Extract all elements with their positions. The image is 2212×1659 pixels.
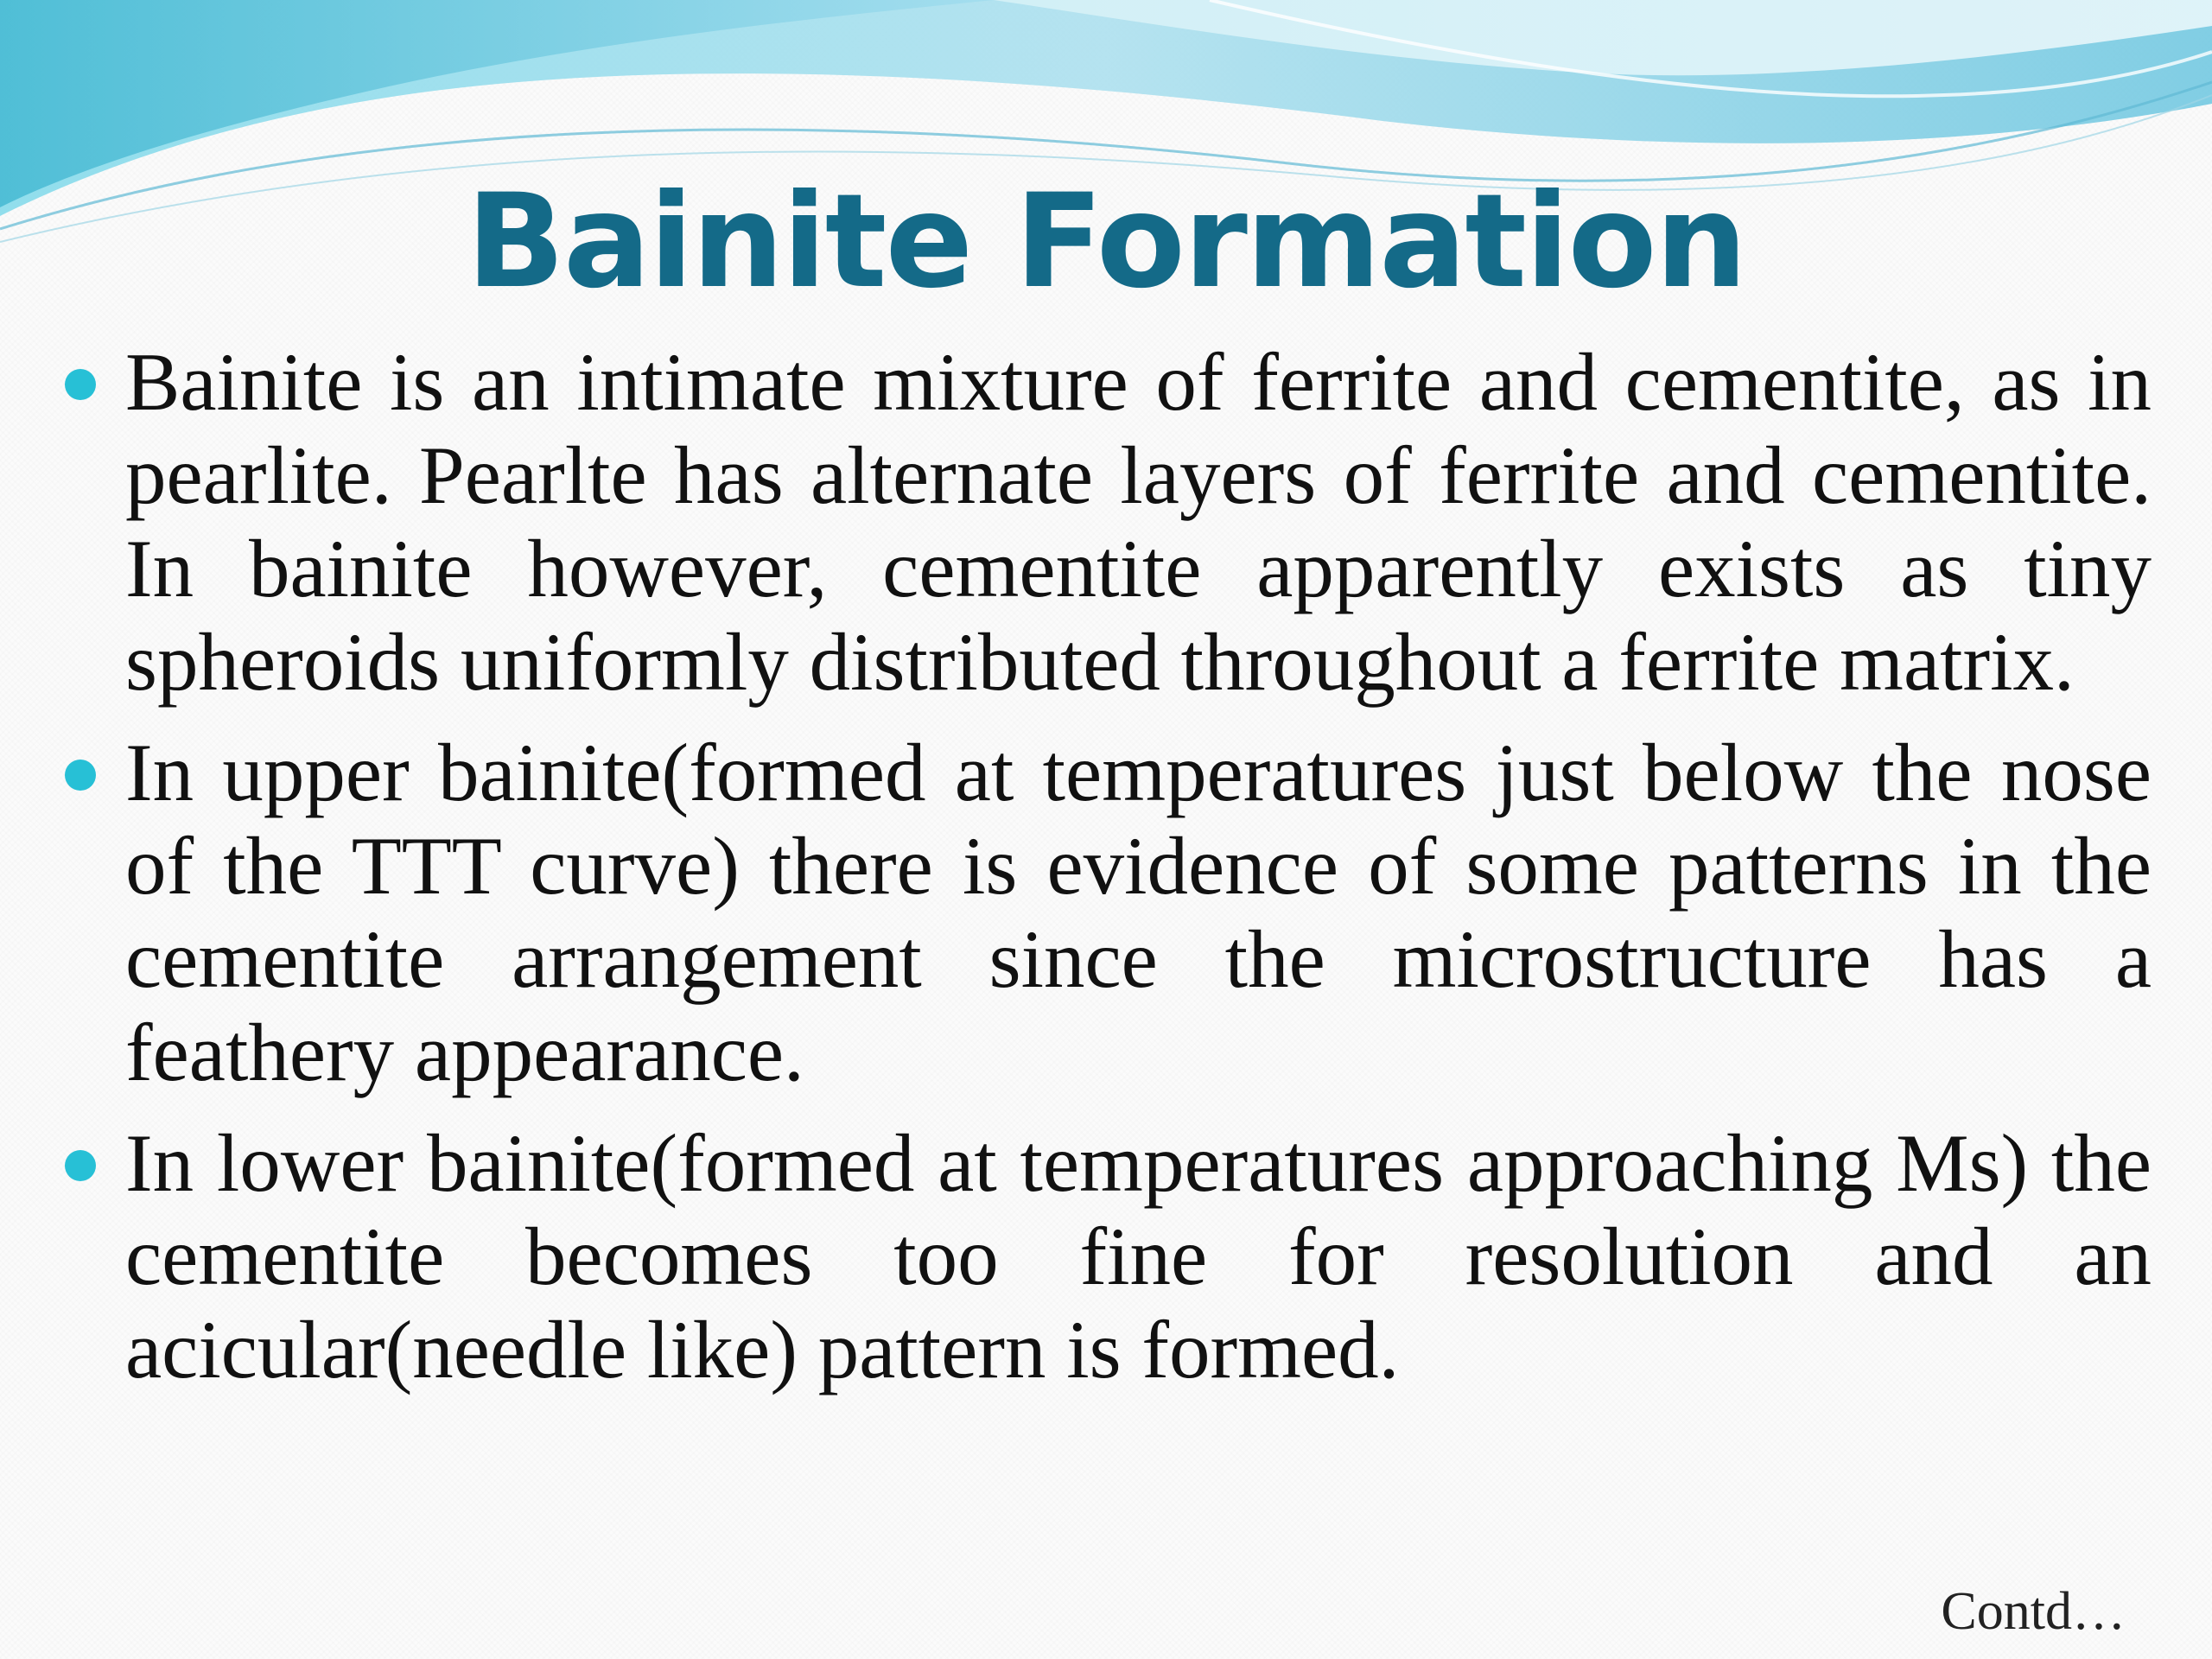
bullet-marker-icon: [65, 1150, 96, 1181]
bullet-item: [125, 335, 2152, 709]
continued-label: Contd…: [1941, 1582, 2126, 1641]
slide-title: Bainite Formation: [466, 167, 1746, 317]
bullet-item: [125, 1116, 2152, 1396]
bullet-item: [125, 726, 2152, 1099]
bullet-list: [125, 335, 2152, 1414]
bullet-text: Bainite is an intimate mixture of ferrite and cementite, as in pearlite. Pearlte has alternate layers of ferrite and cementite. In bainite however, cementite apparently exists as tiny spheroids uniformly distributed throughout a ferrite matrix.: [125, 336, 2152, 708]
bullet-marker-icon: [65, 760, 96, 791]
bullet-text: In upper bainite(formed at temperatures just below the nose of the TTT curve) there is evidence of some patterns in the cementite arrangement since the microstructure has a feathery appearance.: [125, 727, 2152, 1098]
bullet-text: In lower bainite(formed at temperatures approaching Ms) the cementite becomes too fine for resolution and an acicular(needle like) pattern is formed.: [125, 1117, 2152, 1395]
bullet-marker-icon: [65, 369, 96, 400]
